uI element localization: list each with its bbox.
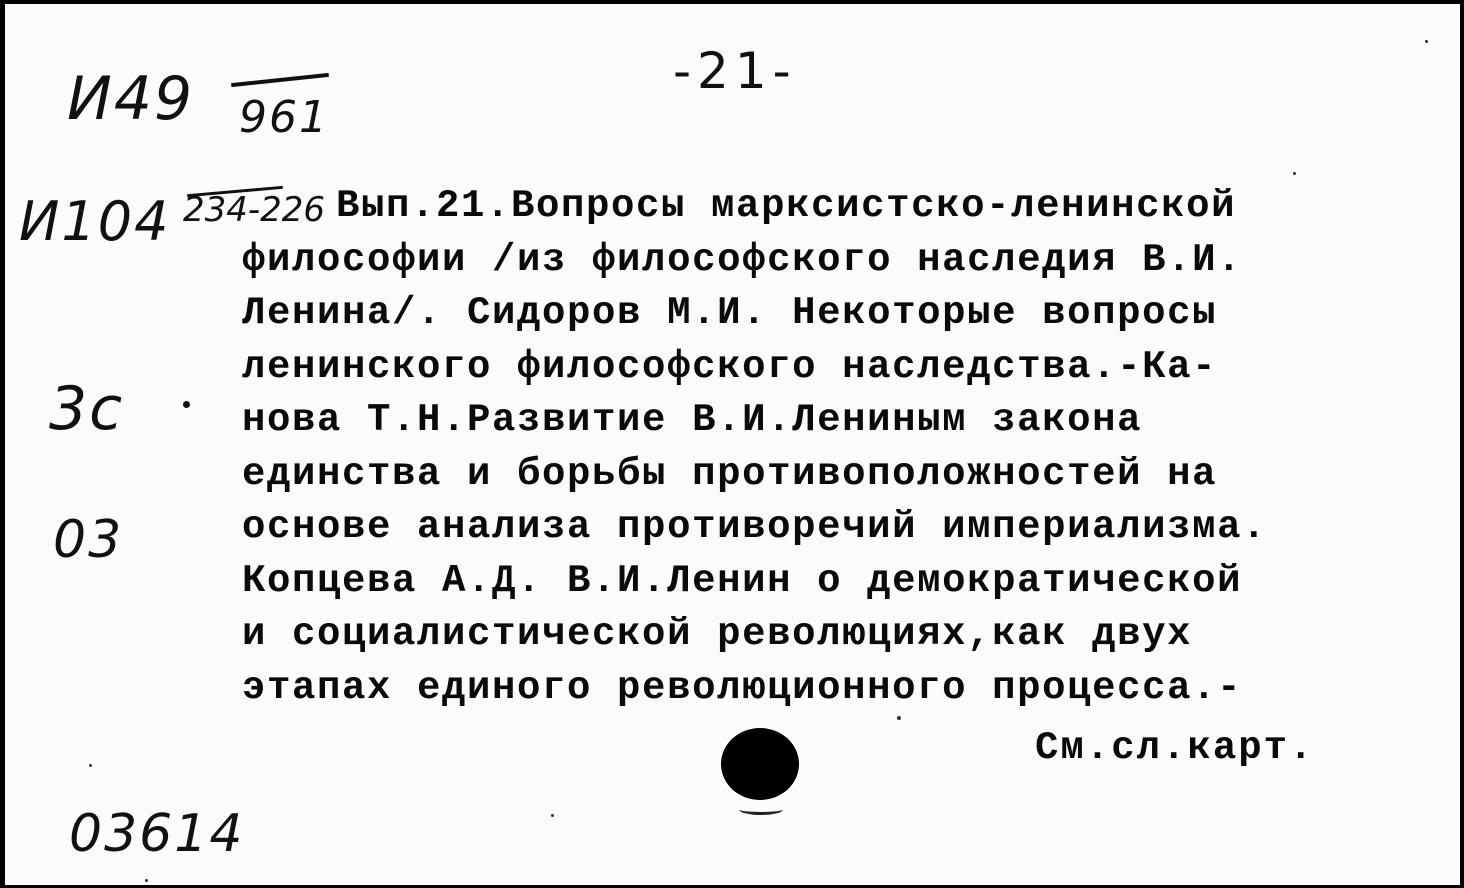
- entry-line: Вып.21.Вопросы марксистско-ленинской: [336, 184, 1237, 228]
- entry-line: нова Т.Н.Развитие В.И.Лениным закона: [242, 398, 1143, 442]
- shelf-mark-fraction: 234-226: [183, 190, 326, 230]
- page-number: -21-: [673, 42, 797, 100]
- speck: [89, 764, 92, 767]
- entry-line: Копцева А.Д. В.И.Ленин о демократической: [242, 558, 1243, 603]
- speck: [1425, 40, 1428, 43]
- entry-line: этапах единого революционного процесса.-: [242, 665, 1243, 710]
- side-mark-1: 3с: [49, 374, 125, 444]
- entry-line: философии /из философского наследия В.И.: [242, 237, 1243, 282]
- entry-text: [242, 180, 1267, 715]
- entry-line: основе анализа противоречий империализма.: [242, 505, 1268, 549]
- entry-line: и социалистической революциях,как двух: [242, 612, 1193, 656]
- continuation-note: См.сл.карт.: [1035, 726, 1315, 770]
- shelf-mark-top-rule: [231, 73, 329, 87]
- speck: [897, 716, 901, 720]
- entry-line: единства и борьбы противоположностей на: [242, 451, 1218, 496]
- entry-line: Ленина/. Сидоров М.И. Некоторые вопросы: [242, 291, 1218, 335]
- shelf-mark-top-sub: 961: [239, 92, 329, 143]
- speck: [145, 879, 148, 882]
- speck: [1293, 172, 1296, 175]
- punch-hole-tear: [739, 804, 783, 815]
- side-mark-dot: [183, 401, 190, 408]
- shelf-mark-left: И104: [19, 190, 171, 253]
- speck: [551, 814, 554, 817]
- shelf-mark-top: И49: [67, 64, 195, 134]
- entry-line: ленинского философского наследства.-Ка-: [242, 344, 1218, 389]
- inventory-number: 03614: [69, 804, 245, 864]
- side-mark-2: 03: [53, 510, 124, 570]
- punch-hole: [721, 728, 799, 800]
